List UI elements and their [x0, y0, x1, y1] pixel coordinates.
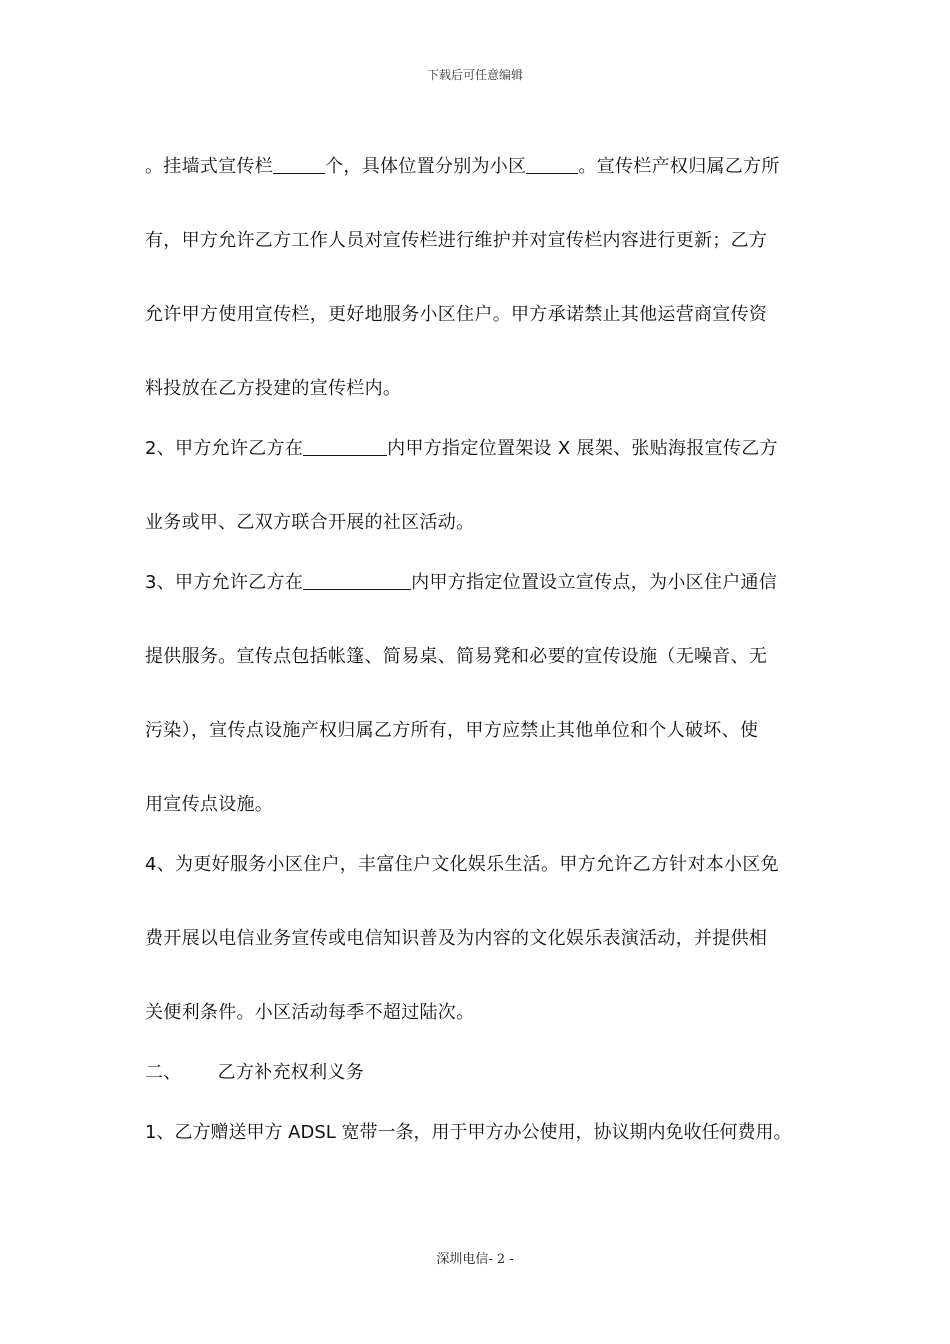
- paragraph-line: 业务或甲、乙双方联合开展的社区活动。: [145, 512, 475, 533]
- blank-field: [303, 437, 387, 456]
- section-heading: 二、 乙方补充权利义务: [145, 1062, 365, 1083]
- paragraph-line: 用宣传点设施。: [145, 794, 274, 815]
- paragraph-line: 2、甲方允许乙方在 内甲方指定位置架设 X 展架、张贴海报宣传乙方: [145, 438, 778, 459]
- paragraph-line: 3、甲方允许乙方在 内甲方指定位置设立宣传点，为小区住户通信: [145, 572, 778, 593]
- paragraph-line: 1、乙方赠送甲方 ADSL 宽带一条，用于甲方办公使用，协议期内免收任何费用。: [145, 1122, 792, 1143]
- paragraph-line: 关便利条件。小区活动每季不超过陆次。: [145, 1002, 475, 1023]
- paragraph-line: 有，甲方允许乙方工作人员对宣传栏进行维护并对宣传栏内容进行更新；乙方: [145, 230, 768, 251]
- paragraph-line: 料投放在乙方投建的宣传栏内。: [145, 378, 402, 399]
- blank-field: [273, 155, 325, 174]
- paragraph-line: 。挂墙式宣传栏 个，具体位置分别为小区 。宣传栏产权归属乙方所: [145, 156, 780, 177]
- paragraph-line: 污染），宣传点设施产权归属乙方所有，甲方应禁止其他单位和个人破坏、使: [145, 720, 759, 741]
- paragraph-line: 提供服务。宣传点包括帐篷、简易桌、简易凳和必要的宣传设施（无噪音、无: [145, 646, 768, 667]
- paragraph-line: 费开展以电信业务宣传或电信知识普及为内容的文化娱乐表演活动，并提供相: [145, 928, 768, 949]
- blank-field: [303, 571, 411, 590]
- document-body: [145, 130, 815, 1170]
- paragraph-line: 4、为更好服务小区住户，丰富住户文化娱乐生活。甲方允许乙方针对本小区免: [145, 854, 779, 875]
- page-footer: 深圳电信- 2 -: [436, 1252, 514, 1267]
- blank-field: [526, 155, 578, 174]
- paragraph-line: 允许甲方使用宣传栏，更好地服务小区住户。甲方承诺禁止其他运营商宣传资: [145, 304, 768, 325]
- page-header: 下载后可任意编辑: [426, 68, 523, 82]
